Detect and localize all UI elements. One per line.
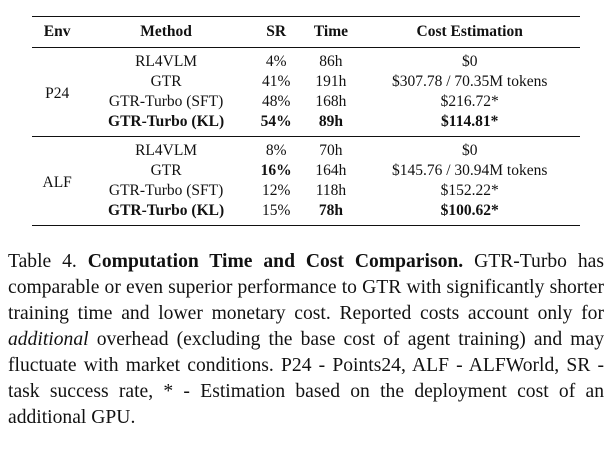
cell-method: GTR-Turbo (SFT) — [108, 93, 224, 110]
table-row — [32, 181, 580, 201]
header-cost: Cost Estimation — [416, 23, 523, 40]
cell-sr: 15% — [261, 202, 291, 219]
cell-time: 191h — [315, 73, 347, 90]
cell-cost: $100.62* — [440, 202, 499, 219]
results-table — [32, 16, 580, 226]
cell-env: ALF — [32, 137, 82, 226]
cell-time: 78h — [318, 202, 343, 219]
cell-sr: 12% — [261, 182, 291, 199]
caption-label: Table 4. — [8, 251, 77, 272]
cell-sr: 54% — [260, 113, 292, 130]
cell-cost: $307.78 / 70.35M tokens — [391, 73, 548, 90]
cell-method: RL4VLM — [82, 137, 250, 162]
cell-cost: $0 — [461, 53, 478, 70]
caption-text-2: overhead (excluding the base cost of agent training) and may fluctuate with market conditions. P24 - Points24, ALF - ALFWorld, SR - task success rate, * - Estimation based on the deployment cost of an additional GPU. — [8, 329, 604, 428]
cell-time: 164h — [315, 162, 347, 179]
table-row — [32, 137, 580, 162]
cell-method: GTR — [150, 162, 182, 179]
header-env: Env — [43, 23, 71, 40]
header-method: Method — [140, 23, 192, 40]
table-caption — [8, 249, 604, 431]
table-row — [32, 112, 580, 137]
caption-emphasis: additional — [8, 329, 89, 350]
header-sr: SR — [266, 23, 287, 40]
caption-text-1: GTR-Turbo has comparable or even superior performance to GTR with significantly shorter training time and lower monetary cost. Reported costs account only for — [8, 251, 604, 324]
cell-cost: $216.72* — [440, 93, 499, 110]
header-time: Time — [313, 23, 348, 40]
cell-cost: $145.76 / 30.94M tokens — [391, 162, 548, 179]
table-row — [32, 161, 580, 181]
table-row — [32, 72, 580, 92]
cell-env: P24 — [45, 85, 70, 102]
caption-title: Computation Time and Cost Comparison. — [87, 251, 464, 272]
table-row — [32, 48, 580, 73]
cell-method: GTR — [150, 73, 182, 90]
cell-method: GTR-Turbo (KL) — [108, 113, 225, 130]
cell-sr: 48% — [261, 93, 291, 110]
table-header-row — [32, 17, 580, 48]
cell-sr: 8% — [250, 137, 303, 162]
cell-cost: $152.22* — [440, 182, 499, 199]
table-row — [32, 201, 580, 226]
cell-sr: 4% — [265, 53, 287, 70]
cell-method: RL4VLM — [135, 53, 198, 70]
cell-cost: $0 — [359, 137, 580, 162]
cell-time: 168h — [315, 93, 347, 110]
cell-time: 86h — [319, 53, 343, 70]
cell-time: 89h — [318, 113, 343, 130]
cell-time: 118h — [315, 182, 347, 199]
cell-method: GTR-Turbo (SFT) — [108, 182, 224, 199]
table-body — [32, 48, 580, 226]
table-row — [32, 92, 580, 112]
cell-cost: $114.81* — [441, 113, 499, 130]
cell-sr: 41% — [261, 73, 291, 90]
cell-method: GTR-Turbo (KL) — [108, 202, 225, 219]
cell-sr: 16% — [260, 162, 292, 179]
cell-time: 70h — [302, 137, 359, 162]
